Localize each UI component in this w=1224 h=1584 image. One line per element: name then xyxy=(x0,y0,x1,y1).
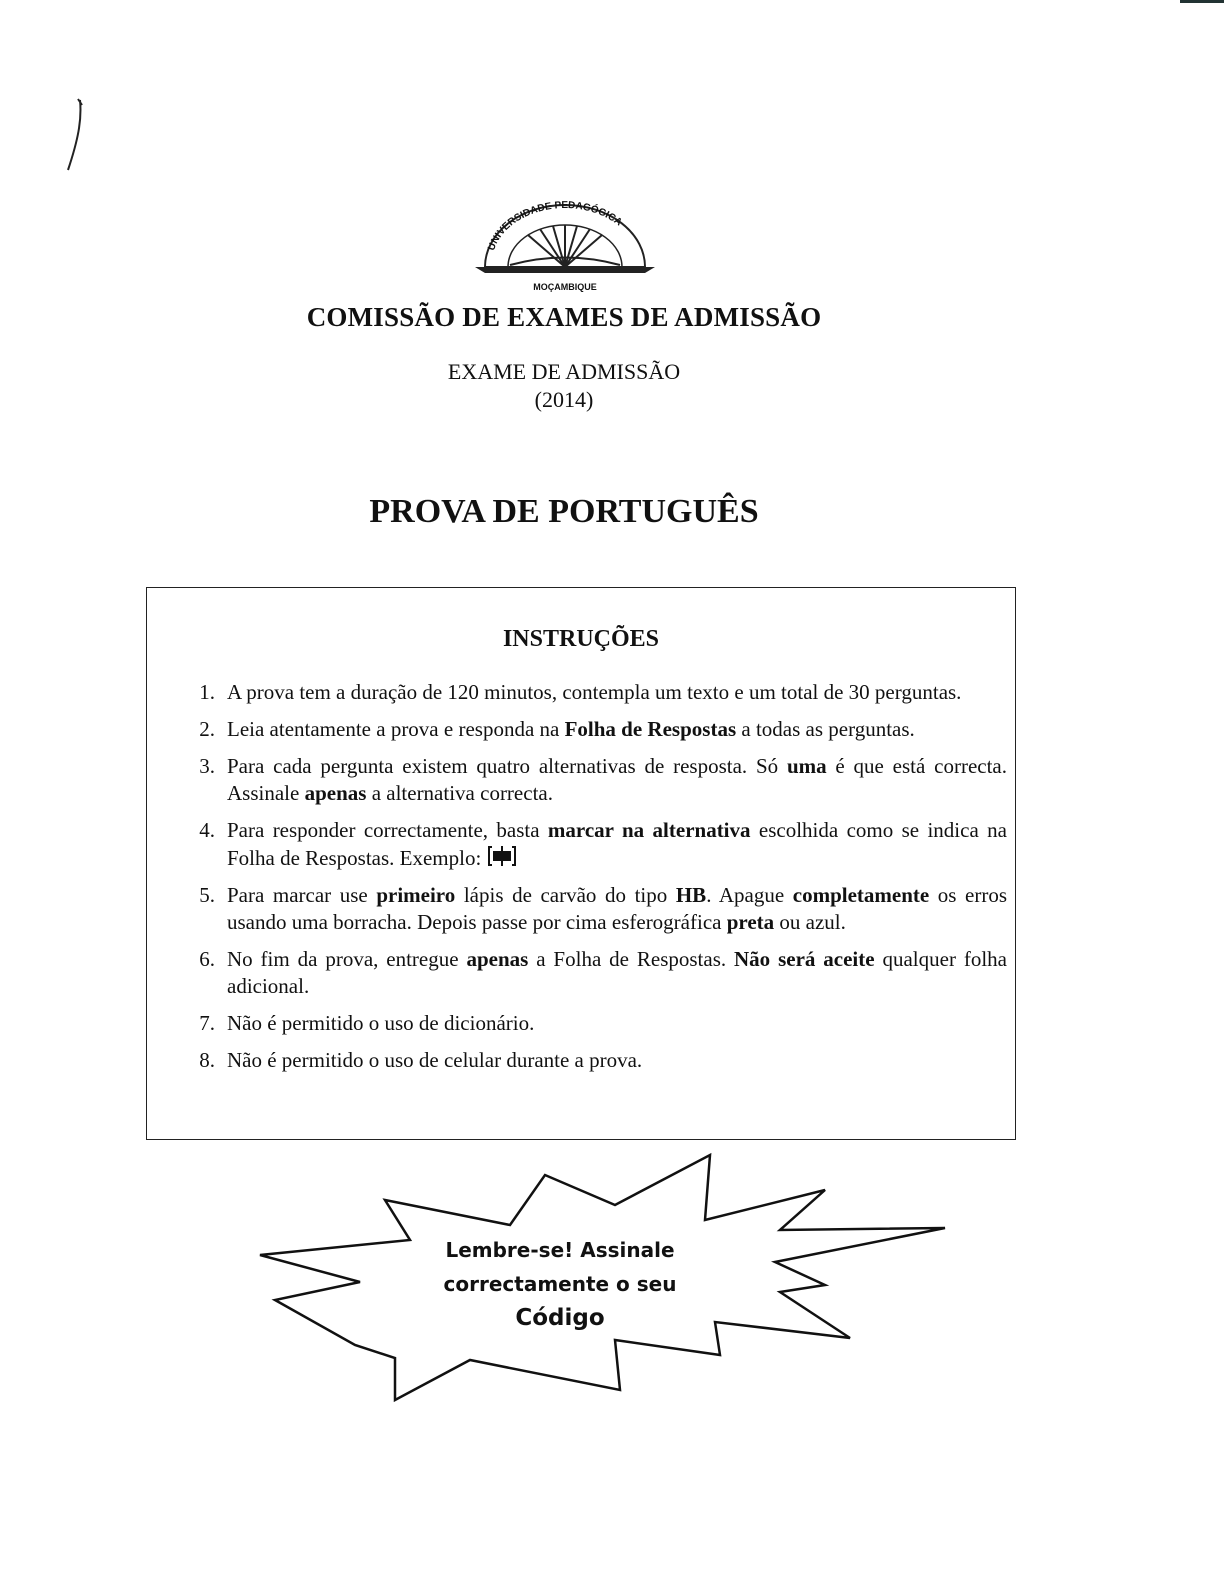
instruction-fragment: os erros usando uma borracha. Depois passe por cima esferográfica xyxy=(227,883,1008,934)
instructions-box xyxy=(146,587,1016,1140)
instruction-emphasis: completamente xyxy=(792,883,930,907)
instruction-fragment: ou azul. xyxy=(774,910,846,934)
instruction-number: 3. xyxy=(199,754,215,778)
instruction-emphasis: marcar na alternativa xyxy=(547,818,751,842)
reminder-text xyxy=(420,1233,700,1335)
instruction-fragment: a Folha de Respostas. xyxy=(528,947,735,971)
instruction-item-1 xyxy=(187,679,1007,706)
instruction-fragment: No fim da prova, entregue xyxy=(227,947,467,971)
instruction-number: 2. xyxy=(199,717,215,741)
instruction-number: 8. xyxy=(199,1048,215,1072)
instruction-fragment: Não é permitido o uso de celular durante a prova. xyxy=(227,1048,643,1072)
instruction-emphasis: Não será aceite xyxy=(734,947,875,971)
instruction-list xyxy=(187,679,1007,1084)
instruction-fragment: Não é permitido o uso de dicionário. xyxy=(227,1011,535,1035)
instruction-text xyxy=(227,817,1007,872)
instruction-emphasis: apenas xyxy=(304,781,367,805)
instruction-text xyxy=(227,753,1007,807)
exam-title: EXAME DE ADMISSÃO xyxy=(447,359,681,384)
instruction-number: 5. xyxy=(199,883,215,907)
reminder-line-2: correctamente o seu xyxy=(443,1272,677,1296)
instruction-item-7 xyxy=(187,1010,1007,1037)
exam-year: (2014) xyxy=(534,387,594,412)
pen-stroke-mark xyxy=(60,95,90,175)
instruction-item-5 xyxy=(187,882,1007,936)
instruction-fragment: Para cada pergunta existem quatro alternativas de resposta. Só xyxy=(227,754,787,778)
instruction-fragment: a todas as perguntas. xyxy=(736,717,915,741)
instruction-emphasis: HB xyxy=(675,883,707,907)
subject-title: PROVA DE PORTUGUÊS xyxy=(369,493,759,530)
instruction-item-6 xyxy=(187,946,1007,1000)
instruction-fragment: Para marcar use xyxy=(227,883,377,907)
instruction-text xyxy=(227,946,1007,1000)
instruction-fragment: Para responder correctamente, basta xyxy=(227,818,548,842)
instructions-heading: INSTRUÇÕES xyxy=(502,626,660,652)
exam-title-block xyxy=(0,358,1128,414)
instruction-emphasis: Folha de Respostas xyxy=(564,717,737,741)
instruction-fragment: escolhida como se indica na Folha de Respostas. Exemplo: xyxy=(227,818,1007,870)
instruction-fragment: lápis de carvão do tipo xyxy=(455,883,676,907)
reminder-line-3: Código xyxy=(515,1305,605,1331)
instruction-emphasis: primeiro xyxy=(376,883,456,907)
instruction-item-2 xyxy=(187,716,1007,743)
instruction-emphasis: preta xyxy=(726,910,775,934)
marked-box-example-icon xyxy=(487,844,517,868)
instruction-number: 6. xyxy=(199,947,215,971)
instruction-emphasis: uma xyxy=(786,754,827,778)
instruction-fragment: qualquer folha adicional. xyxy=(227,947,1007,998)
instruction-fragment: Leia atentamente a prova e responda na xyxy=(227,717,565,741)
instruction-number: 7. xyxy=(199,1011,215,1035)
svg-text:UNIVERSIDADE PEDAGÓGICA: UNIVERSIDADE PEDAGÓGICA xyxy=(486,199,624,253)
instruction-text xyxy=(227,882,1007,936)
svg-text:MOÇAMBIQUE: MOÇAMBIQUE xyxy=(533,282,597,292)
university-logo xyxy=(470,195,660,295)
instruction-text xyxy=(227,716,1007,743)
reminder-line-1: Lembre-se! Assinale xyxy=(445,1238,675,1262)
instruction-fragment: é que está correcta. Assinale xyxy=(227,754,1007,805)
instruction-fragment: A prova tem a duração de 120 minutos, contempla um texto e um total de 30 perguntas. xyxy=(227,680,962,704)
instruction-number: 1. xyxy=(199,680,215,704)
instruction-emphasis: apenas xyxy=(466,947,529,971)
instruction-text xyxy=(227,1047,1007,1074)
instruction-item-3 xyxy=(187,753,1007,807)
instruction-number: 4. xyxy=(199,818,215,842)
instruction-text xyxy=(227,679,1007,706)
instruction-item-4 xyxy=(187,817,1007,872)
instruction-text xyxy=(227,1010,1007,1037)
instruction-fragment: . Apague xyxy=(706,883,793,907)
instruction-fragment: a alternativa correcta. xyxy=(366,781,553,805)
top-right-edge-mark xyxy=(1180,0,1224,3)
committee-title: COMISSÃO DE EXAMES DE ADMISSÃO xyxy=(306,302,822,332)
instruction-item-8 xyxy=(187,1047,1007,1074)
